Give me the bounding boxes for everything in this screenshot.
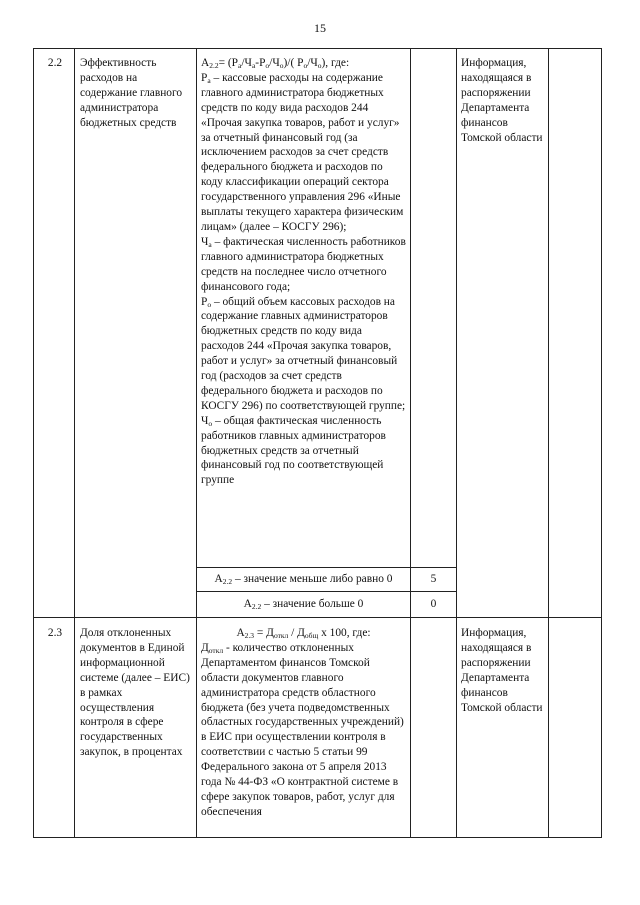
formula-block xyxy=(201,626,406,820)
score-value: 5 xyxy=(430,573,437,585)
condition-gt-zero: $А_{2.2}$ – значение больше 0 xyxy=(243,598,364,611)
column-divider xyxy=(548,48,549,838)
column-divider xyxy=(456,48,457,838)
column-divider xyxy=(410,48,411,838)
formula: $А_{2.2}= (Р_а/Ч_а-Р_о/Ч_о)/$( $Р_о/Ч_о$), где: xyxy=(201,57,350,70)
formula-block xyxy=(201,56,406,488)
information-source: Информация, находящаяся в распоряжении Департамента финансов Томской области xyxy=(461,57,543,144)
row-number: 2.3 xyxy=(47,627,63,639)
row-divider xyxy=(196,591,457,592)
definition-ro: $Р_о$ – общий объем кассовых расходов на содержание главных администраторов бюджетных средств по коду вида расходов 244 «Прочая закупка товаров, работ и услуг» за отчетный финансовый год (расходов за счет средств федерального бюджета и расходов по КОСГУ 296) по соответствующей группе; xyxy=(201,295,406,412)
row-divider xyxy=(33,617,602,618)
indicator-title: Эффективность расходов на содержание главного администратора бюджетных средств xyxy=(80,57,183,129)
row-divider xyxy=(196,567,457,568)
score-value: 0 xyxy=(430,598,437,610)
definition-dotkl: $Д_{откл}$ - количество отклоненных Департаментом финансов Томской области документов главного администратора средств областного бюджета (без учета подведомственных областных государственных учреждений) в ЕИС при осуществлении контроля в соответствии с частью 5 статьи 99 Федерального закона от 5 апреля 2013 года № 44-ФЗ «О контрактной системе в сфере закупок товаров, работ, услуг для обеспечения xyxy=(201,641,404,818)
definition-cho: $Ч_о$ – общая фактическая численность работников главных администраторов бюджетных средств за отчетный финансовый год по соответствующей группе xyxy=(201,414,386,487)
definition-cha: $Ч_а$ – фактическая численность работников главного администратора бюджетных средств на последнее число отчетного финансового года; xyxy=(201,235,406,293)
page-number: 15 xyxy=(314,21,326,35)
row-number: 2.2 xyxy=(47,57,63,69)
column-divider xyxy=(196,48,197,838)
information-source: Информация, находящаяся в распоряжении Департамента финансов Томской области xyxy=(461,627,543,714)
formula: $А_{2.3} = Д_{откл} / Д_{общ}$ х 100, где: xyxy=(236,627,371,640)
condition-le-zero: $А_{2.2}$ – значение меньше либо равно 0 xyxy=(214,573,393,586)
column-divider xyxy=(74,48,75,838)
indicator-title: Доля отклоненных документов в Единой информационной системе (далее – ЕИС) в рамках осуществления контроля в сфере государственных закупок, в процентах xyxy=(80,627,190,759)
definition-ra: $Р_а$ – кассовые расходы на содержание главного администратора бюджетных средств по коду вида расходов 244 «Прочая закупка товаров, работ и услуг» за отчетный финансовый год (за исключением расходов за счет средств федерального бюджета и расходов по коду классификации операций сектора государственного управления 296 «Иные выплаты текущего характера физическим лицам» (далее – КОСГУ 296); xyxy=(201,71,404,233)
